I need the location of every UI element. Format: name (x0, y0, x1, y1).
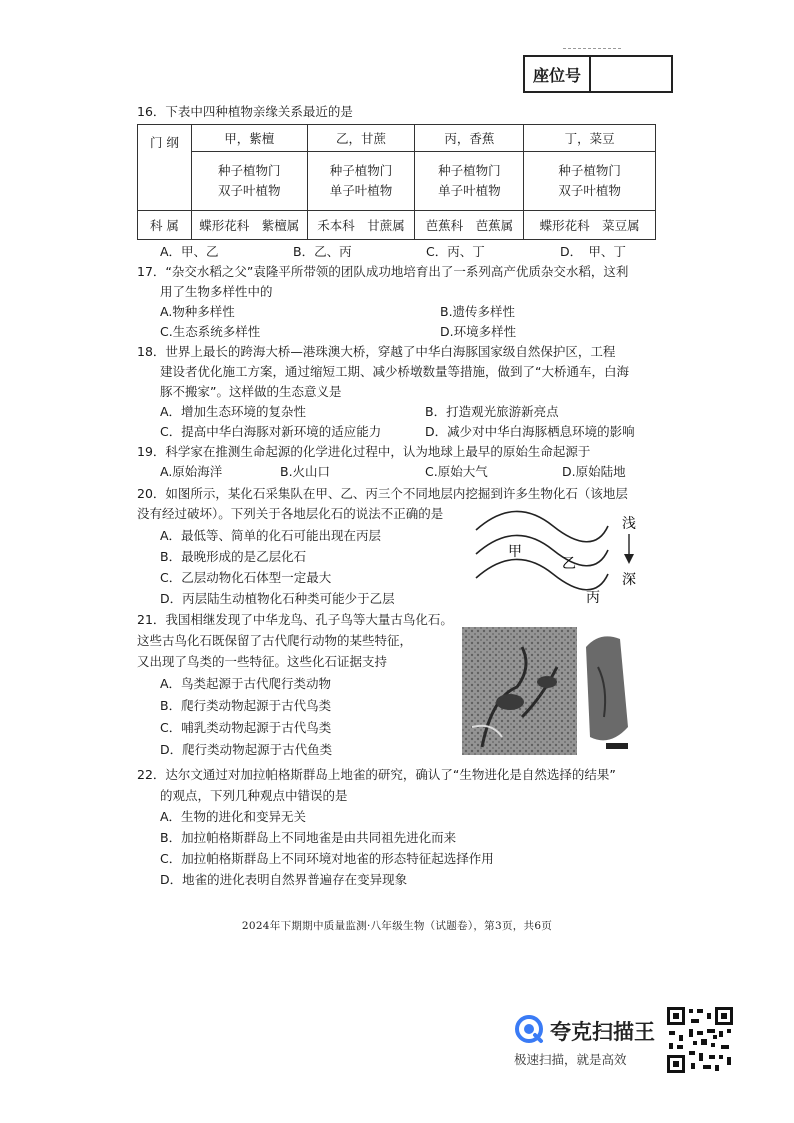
top-dashed-line (563, 48, 621, 49)
plant-family: 蝶形花科 菜豆属 (524, 211, 656, 240)
q16-option-d[interactable]: D． 甲、丁 (560, 244, 626, 259)
scanner-brand-name: 夸克扫描王 (550, 1020, 655, 1044)
q19-stem: 19．科学家在推测生命起源的化学进化过程中，认为地球上最早的原始生命起源于 (137, 444, 591, 459)
q18-option-c[interactable]: C．提高中华白海豚对新环境的适应能力 (160, 424, 382, 439)
seat-number-box (523, 55, 673, 93)
q17-stem-line1: 17．“杂交水稻之父”袁隆平所带领的团队成功地培育出了一系列高产优质杂交水稻，这利 (137, 264, 629, 279)
q21-stem-line1: 21．我国相继发现了中华龙鸟、孔子鸟等大量古鸟化石。 (137, 612, 453, 627)
qr-code-image (665, 1005, 735, 1075)
plant-family: 芭蕉科 芭蕉属 (415, 211, 524, 240)
shallow-label: 浅 (622, 516, 636, 532)
q20-stem-line2: 没有经过破坏）。下列关于各地层化石的说法不正确的是 (137, 506, 444, 521)
scanner-brand (512, 1010, 662, 1070)
q18-stem-line1: 18．世界上最长的跨海大桥—港珠澳大桥，穿越了中华白海豚国家级自然保护区，工程 (137, 344, 616, 359)
q17-stem-line2: 用了生物多样性中的 (160, 284, 273, 299)
plant-classification: 种子植物门 双子叶植物 (191, 152, 307, 211)
q18-stem-line3: 豚不搬家”。这样做的生态意义是 (160, 384, 342, 399)
q22-stem-line2: 的观点，下列几种观点中错误的是 (160, 788, 348, 803)
q21-option-c[interactable]: C．哺乳类动物起源于古代鸟类 (160, 720, 332, 735)
q21-option-a[interactable]: A．鸟类起源于古代爬行类动物 (160, 676, 332, 691)
q19-option-b[interactable]: B.火山口 (280, 464, 331, 479)
row-label-family: 科 属 (138, 211, 192, 240)
q21-option-d[interactable]: D．爬行类动物起源于古代鱼类 (160, 742, 333, 757)
scanner-slogan: 极速扫描，就是高效 (514, 1052, 627, 1067)
q18-option-d[interactable]: D．减少对中华白海豚栖息环境的影响 (425, 424, 635, 439)
q16-table (137, 124, 656, 240)
seat-number-field[interactable] (591, 57, 671, 91)
q20-option-b[interactable]: B．最晚形成的是乙层化石 (160, 549, 307, 564)
plant-name: 乙，甘蔗 (307, 125, 415, 152)
plant-name: 丁，菜豆 (524, 125, 656, 152)
q16-option-c[interactable]: C．丙、丁 (426, 244, 485, 259)
row-label-phylum: 门 纲 (138, 125, 192, 211)
q22-option-a[interactable]: A．生物的进化和变异无关 (160, 809, 307, 824)
layer-label-yi: 乙 (562, 556, 576, 572)
page-footer: 2024年下期期中质量监测·八年级生物（试题卷），第3页，共6页 (241, 920, 553, 932)
q21-stem-line3: 又出现了鸟类的一些特征。这些化石证据支持 (137, 654, 388, 669)
seat-number-label: 座位号 (525, 57, 591, 91)
strata-diagram (468, 508, 648, 604)
deep-label: 深 (622, 572, 636, 588)
q22-stem-line1: 22．达尔文通过对加拉帕格斯群岛上地雀的研究，确认了“生物进化是自然选择的结果” (137, 767, 616, 782)
depth-arrow-icon (624, 554, 634, 564)
fossil-slab-image (580, 627, 632, 755)
q18-option-a[interactable]: A．增加生态环境的复杂性 (160, 404, 307, 419)
plant-name: 丙，香蕉 (415, 125, 524, 152)
q22-option-b[interactable]: B．加拉帕格斯群岛上不同地雀是由共同祖先进化而来 (160, 830, 457, 845)
layer-label-bing: 丙 (586, 590, 600, 604)
q22-option-d[interactable]: D．地雀的进化表明自然界普遍存在变异现象 (160, 872, 408, 887)
plant-classification: 种子植物门 单子叶植物 (415, 152, 524, 211)
q17-option-a[interactable]: A.物种多样性 (160, 304, 235, 319)
plant-family: 蝶形花科 紫檀属 (191, 211, 307, 240)
plant-name: 甲，紫檀 (191, 125, 307, 152)
q20-stem-line1: 20．如图所示，某化石采集队在甲、乙、丙三个不同地层内挖掘到许多生物化石（该地层 (137, 486, 628, 501)
layer-label-jia: 甲 (508, 544, 522, 560)
q18-option-b[interactable]: B．打造观光旅游新亮点 (425, 404, 559, 419)
q20-option-c[interactable]: C．乙层动物化石体型一定最大 (160, 570, 332, 585)
scanner-logo-icon (514, 1014, 544, 1044)
q19-option-a[interactable]: A.原始海洋 (160, 464, 223, 479)
q17-option-d[interactable]: D.环境多样性 (440, 324, 517, 339)
plant-classification: 种子植物门 单子叶植物 (307, 152, 415, 211)
q19-option-d[interactable]: D.原始陆地 (562, 464, 626, 479)
q19-option-c[interactable]: C.原始大气 (425, 464, 488, 479)
q16-stem: 16．下表中四种植物亲缘关系最近的是 (137, 104, 353, 119)
q17-option-b[interactable]: B.遗传多样性 (440, 304, 516, 319)
q21-stem-line2: 这些古鸟化石既保留了古代爬行动物的某些特征， (137, 633, 413, 648)
q16-option-b[interactable]: B．乙、丙 (293, 244, 352, 259)
bird-fossil-reconstruction-image (462, 627, 577, 755)
q22-option-c[interactable]: C．加拉帕格斯群岛上不同环境对地雀的形态特征起选择作用 (160, 851, 494, 866)
q18-stem-line2: 建设者优化施工方案，通过缩短工期、减少桥墩数量等措施，做到了“大桥通车，白海 (160, 364, 629, 379)
q16-option-a[interactable]: A．甲、乙 (160, 244, 219, 259)
q21-option-b[interactable]: B．爬行类动物起源于古代鸟类 (160, 698, 332, 713)
plant-family: 禾本科 甘蔗属 (307, 211, 415, 240)
plant-classification: 种子植物门 双子叶植物 (524, 152, 656, 211)
q17-option-c[interactable]: C.生态系统多样性 (160, 324, 261, 339)
q20-option-a[interactable]: A．最低等、简单的化石可能出现在丙层 (160, 528, 382, 543)
q20-option-d[interactable]: D．丙层陆生动植物化石种类可能少于乙层 (160, 591, 395, 606)
